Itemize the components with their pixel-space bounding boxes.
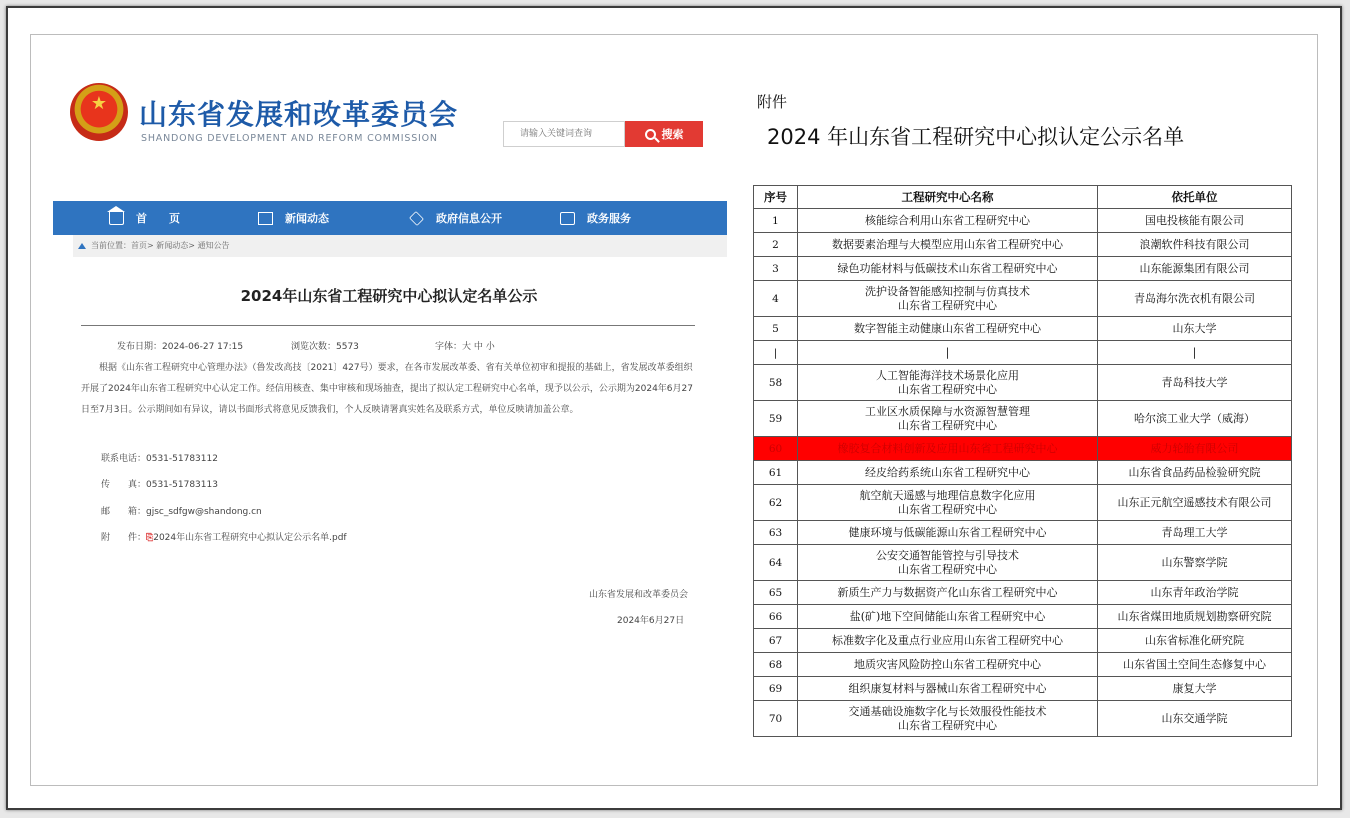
table-cell-org: 山东能源集团有限公司 <box>1098 257 1292 281</box>
contact-email: 邮 箱：gjsc_sdfgw@shandong.cn <box>101 507 262 517</box>
table-row <box>754 365 1292 401</box>
table-cell-no: 68 <box>754 653 798 677</box>
table-cell-name: 洗护设备智能感知控制与仿真技术 山东省工程研究中心 <box>798 281 1098 317</box>
monitor-icon <box>560 212 575 225</box>
table-row <box>754 653 1292 677</box>
article-body: 根据《山东省工程研究中心管理办法》（鲁发改高技〔2021〕427号）要求，在各市发展改革委、省有关单位初审和提报的基础上，省发展改革委组织开展了2024年山东省工程研究中心认定工作。经信用核查、集中审核和现场抽查，提出了拟认定工程研究中心名单，现予以公示，公示期为2024年6月27日至7月3日。公示期间如有异议，请以书面形式将意见反馈我们，个人反映请署真实姓名及联系方式，单位反映请加盖公章。 <box>81 363 693 415</box>
search-input[interactable] <box>503 121 625 147</box>
table-cell-org: 哈尔滨工业大学（威海） <box>1098 401 1292 437</box>
table-row <box>754 317 1292 341</box>
table-cell-no: 65 <box>754 581 798 605</box>
article-title: 2024年山东省工程研究中心拟认定名单公示 <box>240 287 538 305</box>
publish-date: 发布日期：2024-06-27 17:15 <box>117 342 244 352</box>
table-cell-name: 人工智能海洋技术场景化应用 山东省工程研究中心 <box>798 365 1098 401</box>
attachment-label: 附 件： <box>101 533 147 543</box>
table-cell-org: 山东省国土空间生态修复中心 <box>1098 653 1292 677</box>
table-cell-no: 1 <box>754 209 798 233</box>
signature-org: 山东省发展和改革委员会 <box>589 590 689 600</box>
table-cell-org: | <box>1098 341 1292 365</box>
attachment-title: 2024 年山东省工程研究中心拟认定公示名单 <box>767 125 1185 149</box>
table-row <box>754 629 1292 653</box>
contact-phone: 联系电话：0531-51783112 <box>101 454 218 464</box>
breadcrumb-text[interactable]: 当前位置：首页> 新闻动态> 通知公告 <box>91 241 230 250</box>
nav-item-info[interactable] <box>409 210 502 226</box>
table-cell-name: 交通基础设施数字化与长效服役性能技术 山东省工程研究中心 <box>798 701 1098 737</box>
table-cell-no: 64 <box>754 545 798 581</box>
font-size-selector[interactable]: 字体：大 中 小 <box>435 342 495 352</box>
table-cell-org: 山东交通学院 <box>1098 701 1292 737</box>
table-cell-org: 山东大学 <box>1098 317 1292 341</box>
emblem-star-icon: ★ <box>90 93 108 114</box>
table-cell-no: | <box>754 341 798 365</box>
table-row <box>754 581 1292 605</box>
pdf-icon: ⎘ <box>146 533 154 543</box>
search-button-label: 搜索 <box>661 128 684 141</box>
attachment-heading: 附件 <box>757 93 788 111</box>
nav-item-label: 首 页 <box>136 212 180 225</box>
location-icon <box>78 243 86 249</box>
table-header-row <box>754 186 1292 209</box>
table-cell-org: 山东正元航空遥感技术有限公司 <box>1098 485 1292 521</box>
nav-item-label: 政府信息公开 <box>436 212 502 225</box>
table-cell-org: 山东青年政治学院 <box>1098 581 1292 605</box>
main-nav <box>53 201 727 235</box>
column-header: 序号 <box>754 186 798 209</box>
attachment-link[interactable]: 2024年山东省工程研究中心拟认定公示名单.pdf <box>153 533 347 543</box>
table-cell-name: 绿色功能材料与低碳技术山东省工程研究中心 <box>798 257 1098 281</box>
table-cell-no: 70 <box>754 701 798 737</box>
table-cell-no: 4 <box>754 281 798 317</box>
table-row <box>754 341 1292 365</box>
table-cell-no: 67 <box>754 629 798 653</box>
column-header: 工程研究中心名称 <box>798 186 1098 209</box>
nav-item-services[interactable] <box>560 210 631 226</box>
document-icon <box>258 212 273 225</box>
table-cell-org: 山东省煤田地质规划勘察研究院 <box>1098 605 1292 629</box>
table-row <box>754 281 1292 317</box>
table-cell-name: 经皮给药系统山东省工程研究中心 <box>798 461 1098 485</box>
table-cell-no: 63 <box>754 521 798 545</box>
table-cell-name: 航空航天遥感与地理信息数字化应用 山东省工程研究中心 <box>798 485 1098 521</box>
table-cell-name: 标准数字化及重点行业应用山东省工程研究中心 <box>798 629 1098 653</box>
content-panel <box>30 34 1318 786</box>
table-cell-no: 69 <box>754 677 798 701</box>
table-cell-name: 组织康复材料与器械山东省工程研究中心 <box>798 677 1098 701</box>
table-cell-name: | <box>798 341 1098 365</box>
table-cell-org: 青岛理工大学 <box>1098 521 1292 545</box>
table-row <box>754 605 1292 629</box>
table-cell-name: 盐(矿)地下空间储能山东省工程研究中心 <box>798 605 1098 629</box>
table-cell-name: 核能综合利用山东省工程研究中心 <box>798 209 1098 233</box>
table-row <box>754 485 1292 521</box>
table-cell-org: 浪潮软件科技有限公司 <box>1098 233 1292 257</box>
contact-fax: 传 真：0531-51783113 <box>101 480 218 490</box>
table-cell-no: 5 <box>754 317 798 341</box>
table-cell-name: 数字智能主动健康山东省工程研究中心 <box>798 317 1098 341</box>
table-cell-name: 地质灾害风险防控山东省工程研究中心 <box>798 653 1098 677</box>
view-count: 浏览次数：5573 <box>291 342 359 352</box>
table-row <box>754 209 1292 233</box>
table-row <box>754 257 1292 281</box>
table-cell-name: 数据要素治理与大模型应用山东省工程研究中心 <box>798 233 1098 257</box>
signature-date: 2024年6月27日 <box>617 616 685 626</box>
nav-item-label: 政务服务 <box>587 212 631 225</box>
table-cell-no: 59 <box>754 401 798 437</box>
table-row <box>754 701 1292 737</box>
table-row <box>754 677 1292 701</box>
column-header: 依托单位 <box>1098 186 1292 209</box>
table-cell-name: 工业区水质保障与水资源智慧管理 山东省工程研究中心 <box>798 401 1098 437</box>
screenshot-frame <box>6 6 1342 810</box>
title-divider <box>81 325 695 326</box>
breadcrumb <box>73 235 727 257</box>
table-cell-no: 61 <box>754 461 798 485</box>
table-cell-org: 山东省食品药品检验研究院 <box>1098 461 1292 485</box>
table-cell-name: 健康环境与低碳能源山东省工程研究中心 <box>798 521 1098 545</box>
table-row <box>754 401 1292 437</box>
search-button[interactable] <box>625 121 703 147</box>
nav-item-news[interactable] <box>258 210 329 226</box>
home-icon <box>109 212 124 225</box>
site-title-en: SHANDONG DEVELOPMENT AND REFORM COMMISSION <box>141 133 438 144</box>
nav-item-label: 新闻动态 <box>285 212 329 225</box>
search-icon <box>645 129 656 140</box>
center-list-table <box>753 185 1292 737</box>
table-cell-org: 威力轮胎有限公司 <box>1098 437 1292 461</box>
table-cell-org: 康复大学 <box>1098 677 1292 701</box>
table-cell-no: 62 <box>754 485 798 521</box>
table-cell-org: 国电投核能有限公司 <box>1098 209 1292 233</box>
website-article-panel <box>51 55 727 655</box>
table-row <box>754 545 1292 581</box>
table-cell-org: 青岛科技大学 <box>1098 365 1292 401</box>
table-cell-no: 66 <box>754 605 798 629</box>
table-cell-org: 山东省标准化研究院 <box>1098 629 1292 653</box>
table-row <box>754 461 1292 485</box>
table-cell-name: 新质生产力与数据资产化山东省工程研究中心 <box>798 581 1098 605</box>
table-cell-org: 山东警察学院 <box>1098 545 1292 581</box>
table-cell-name: 公安交通智能管控与引导技术 山东省工程研究中心 <box>798 545 1098 581</box>
table-cell-name: 橡胶复合材料创新及应用山东省工程研究中心 <box>798 437 1098 461</box>
table-cell-org: 青岛海尔洗衣机有限公司 <box>1098 281 1292 317</box>
nav-item-home[interactable] <box>109 210 180 226</box>
table-row <box>754 233 1292 257</box>
table-cell-no: 60 <box>754 437 798 461</box>
table-cell-no: 3 <box>754 257 798 281</box>
table-row <box>754 521 1292 545</box>
table-row-highlighted <box>754 437 1292 461</box>
layers-icon <box>409 211 424 226</box>
site-title[interactable]: 山东省发展和改革委员会 <box>139 98 459 131</box>
table-cell-no: 58 <box>754 365 798 401</box>
attachment-row <box>101 530 347 543</box>
table-cell-no: 2 <box>754 233 798 257</box>
